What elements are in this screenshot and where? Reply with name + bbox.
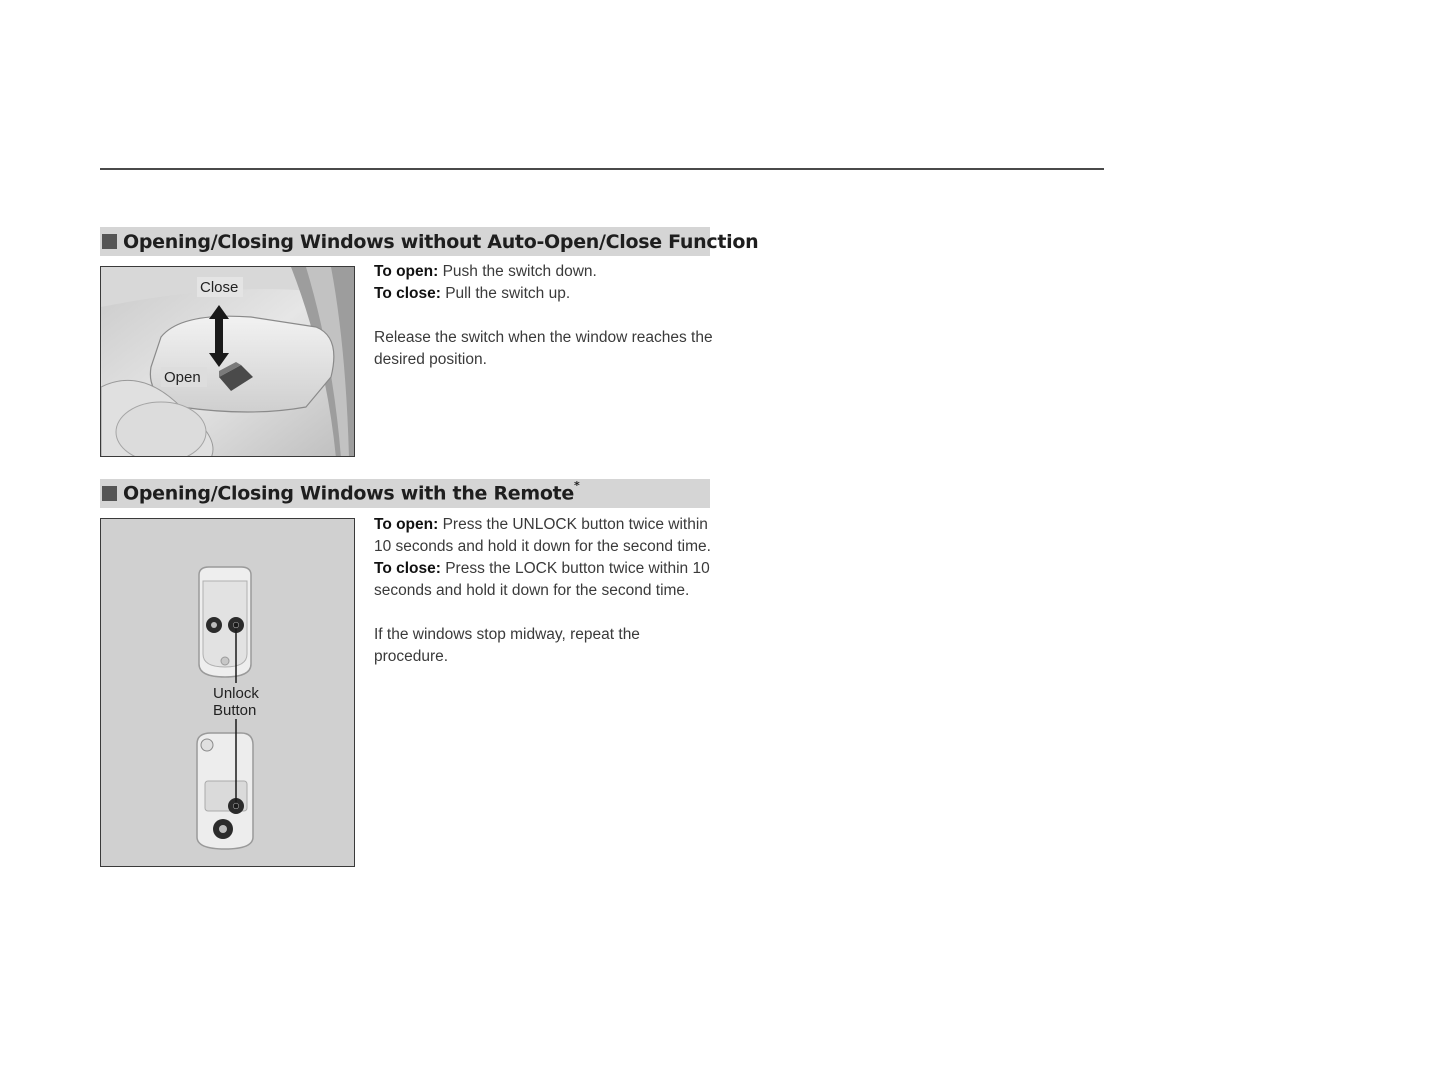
open-instruction: To open: Press the UNLOCK button twice within 10 seconds and hold it down for the second time. [374, 516, 711, 555]
unlock-label-line2: Button [213, 702, 257, 719]
section-header-with-remote [100, 479, 710, 508]
section-marker [102, 234, 117, 249]
close-instruction: To close: Pull the switch up. [374, 285, 571, 302]
release-note: Release the switch when the window reaches the desired position. [374, 329, 713, 368]
remote-illustration [100, 518, 355, 867]
close-instruction: To close: Press the LOCK button twice within 10 seconds and hold it down for the second time. [374, 560, 710, 599]
section-marker [102, 486, 117, 501]
section-header-without-auto [100, 227, 759, 256]
footnote-mark: * [573, 479, 580, 493]
midway-note: If the windows stop midway, repeat the procedure. [374, 626, 640, 665]
window-switch-illustration [100, 266, 355, 457]
open-instruction: To open: Push the switch down. [374, 263, 597, 280]
close-label: Close [200, 279, 239, 296]
remote-back-icon [197, 733, 253, 849]
section-title: Opening/Closing Windows without Auto-Open/Close Function [123, 230, 759, 253]
open-label: Open [164, 369, 201, 386]
section2-text [374, 514, 714, 668]
remote-front-icon [199, 567, 251, 677]
section-title: Opening/Closing Windows with the Remote* [123, 479, 580, 505]
unlock-label-line1: Unlock [213, 685, 259, 702]
section1-text [374, 261, 714, 371]
top-rule [100, 168, 1104, 170]
